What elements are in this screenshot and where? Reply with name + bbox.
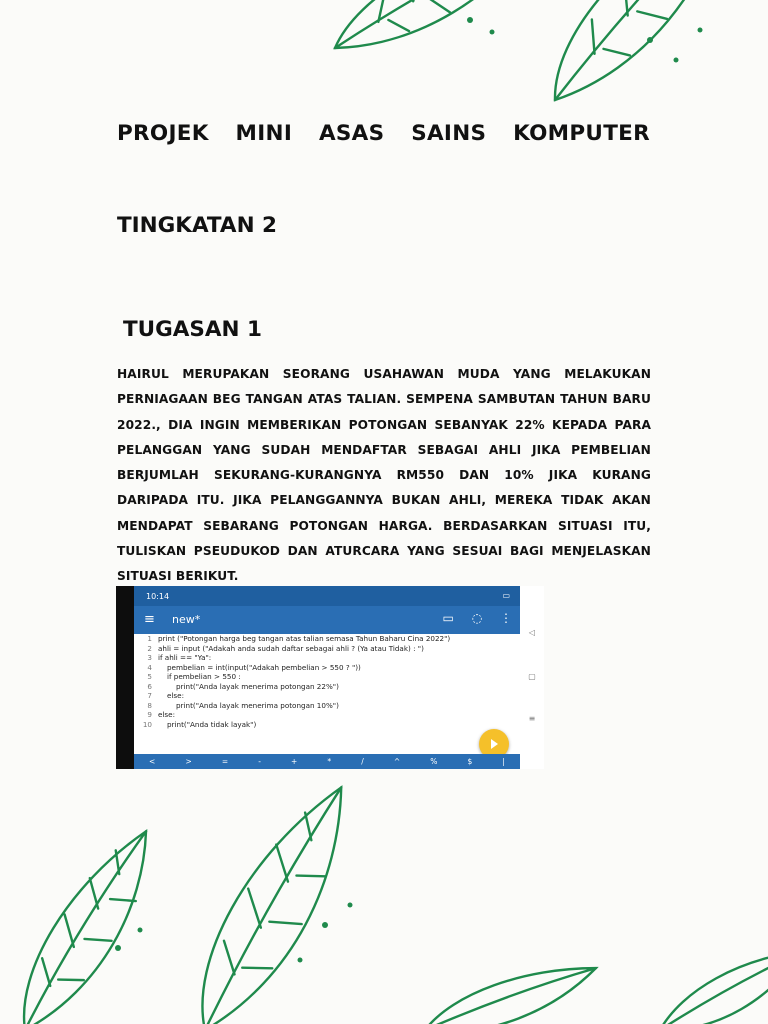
- symbol-key: ^: [393, 757, 401, 766]
- line-number: 5: [147, 672, 152, 681]
- code-text: print("Anda layak menerima potongan 22%"): [176, 681, 339, 691]
- code-line: [134, 644, 520, 654]
- leaf-top-left: [318, 0, 554, 61]
- line-number: 9: [147, 710, 152, 719]
- line-number: 1: [147, 634, 152, 643]
- line-number: 6: [147, 681, 152, 691]
- screenshot-left-edge: [116, 586, 134, 769]
- line-number: 3: [147, 653, 152, 662]
- code-text: if ahli == "Ya":: [158, 653, 212, 662]
- symbol-key: +: [291, 757, 298, 766]
- back-icon: ◁: [528, 628, 536, 637]
- code-line: [134, 634, 520, 644]
- task-description: HAIRUL MERUPAKAN SEORANG USAHAWAN MUDA YANG MELAKUKAN PERNIAGAAN BEG TANGAN ATAS TALIAN. SEMPENA SAMBUTAN TAHUN BARU 2022., DIA INGIN MEMBERIKAN POTONGAN SEBANYAK 22% KEPADA PARA PELANGGAN YANG SUDAH MENDAFTAR SEBAGAI AHLI JIKA PEMBELIAN BERJUMLAH SEKURANG-KURANGNYA RM550 DAN 10% JIKA KURANG DARIPADA ITU. JIKA PELANGGANNYA BUKAN AHLI, MEREKA TIDAK AKAN MENDAPAT SEBARANG POTONGAN HARGA. BERDASARKAN SITUASI ITU, TULISKAN PSEUDUKOD DAN ATURCARA YANG SESUAI BAGI MENJELASKAN SITUASI BERIKUT.: [117, 367, 651, 584]
- line-number: 10: [142, 719, 152, 729]
- symbol-key: /: [361, 757, 364, 766]
- android-nav-bar: [520, 586, 544, 769]
- status-bar: [134, 586, 520, 606]
- code-text: pembelian = int(input("Adakah pembelian > 550 ? ")): [167, 662, 361, 672]
- code-line: [134, 663, 520, 673]
- home-icon: ▢: [528, 672, 536, 681]
- leaf-bottom-right: [649, 945, 768, 1024]
- code-line: [134, 682, 520, 692]
- code-line: [134, 701, 520, 711]
- editor-app-bar: [134, 606, 520, 634]
- lightbulb-icon: ◌: [471, 611, 483, 625]
- code-line: [134, 710, 520, 720]
- folder-icon: ▭: [442, 611, 454, 625]
- task-heading: TUGASAN 1: [123, 317, 262, 342]
- symbol-key: *: [327, 757, 332, 766]
- line-number: 7: [147, 691, 152, 700]
- battery-icon: ▭: [502, 591, 510, 600]
- leaf-bottom-center: [159, 778, 389, 1024]
- leaf-bottom-middle: [418, 961, 603, 1024]
- code-line: [134, 653, 520, 663]
- status-time: 10:14: [146, 592, 170, 601]
- code-text: else:: [167, 691, 185, 700]
- symbol-key: -: [258, 757, 261, 766]
- symbol-key-bar: [134, 754, 520, 769]
- symbol-key: =: [221, 757, 229, 766]
- code-line: [134, 672, 520, 682]
- code-area: [134, 634, 520, 756]
- code-text: print("Anda layak menerima potongan 10%"): [176, 700, 339, 710]
- page-subtitle: TINGKATAN 2: [117, 213, 278, 238]
- line-number: 4: [147, 662, 152, 672]
- code-text: ahli = input ("Adakah anda sudah daftar sebagai ahli ? (Ya atau Tidak) : "): [158, 643, 424, 653]
- file-name: new*: [172, 613, 201, 626]
- recents-icon: ≡: [528, 714, 536, 723]
- symbol-key: <: [149, 757, 156, 766]
- more-options-icon: ⋮: [500, 611, 512, 625]
- code-text: else:: [158, 710, 176, 719]
- symbol-key: >: [185, 757, 192, 766]
- menu-icon: ≡: [144, 612, 155, 627]
- symbol-key: $: [467, 757, 473, 766]
- leaf-bottom-left: [0, 823, 185, 1024]
- code-text: print("Anda tidak layak"): [167, 719, 257, 729]
- code-line: [134, 720, 520, 730]
- leaf-top-right: [520, 0, 765, 112]
- line-number: 8: [147, 700, 152, 710]
- code-text: print ("Potongan harga beg tangan atas talian semasa Tahun Baharu Cina 2022"): [158, 634, 451, 643]
- code-editor-screenshot: [116, 586, 544, 769]
- symbol-key: |: [502, 757, 505, 766]
- symbol-key: %: [430, 757, 438, 766]
- code-line: [134, 691, 520, 701]
- code-text: if pembelian > 550 :: [167, 672, 241, 681]
- line-number: 2: [147, 643, 152, 653]
- page-title: PROJEK MINI ASAS SAINS KOMPUTER: [117, 121, 650, 146]
